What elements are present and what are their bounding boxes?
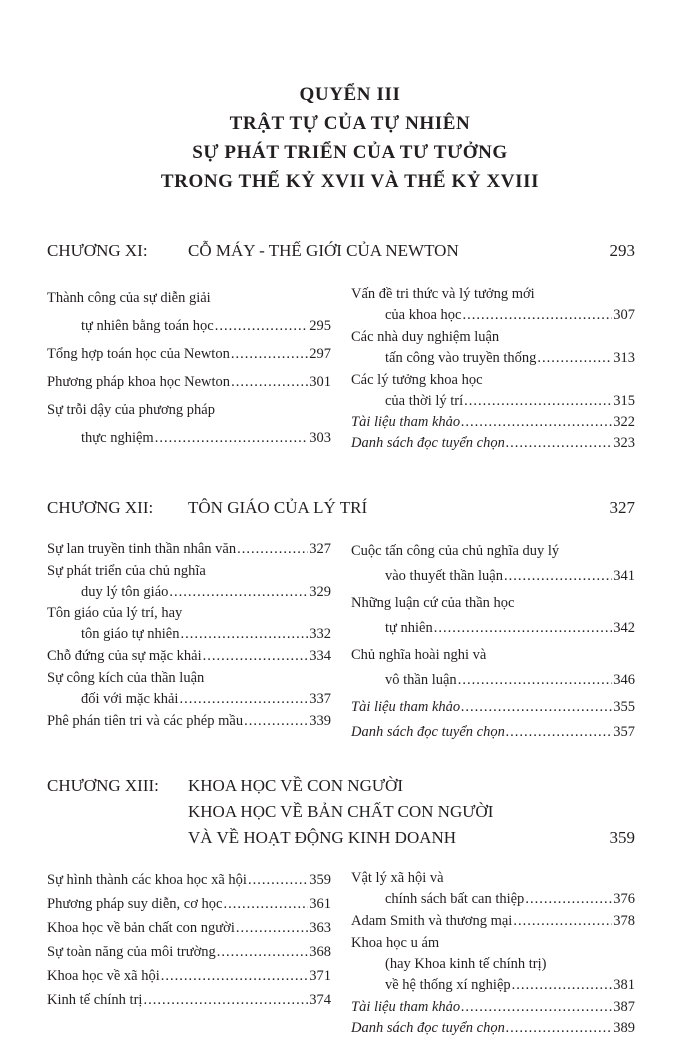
chapter-title-line: KHOA HỌC VỀ CON NGƯỜI — [188, 776, 403, 795]
toc-entry-page: 376 — [613, 891, 635, 907]
toc-entry-page: 355 — [613, 699, 635, 715]
chapter-heading — [47, 773, 635, 851]
toc-entry-line — [351, 975, 635, 996]
toc-entry-text: Sự hình thành các khoa học xã hội — [47, 872, 247, 888]
toc-entry-text: Chủ nghĩa hoài nghi và — [351, 647, 487, 663]
toc-entry-page: 346 — [613, 672, 635, 688]
dot-leader — [461, 412, 612, 433]
toc-entry — [47, 368, 331, 396]
toc-entry — [351, 695, 635, 720]
dot-leader — [463, 305, 613, 326]
dot-leader — [506, 720, 612, 745]
toc-entry-page: 342 — [613, 620, 635, 636]
toc-entry — [351, 284, 635, 326]
book-title-line-1: TRẬT TỰ CỦA TỰ NHIÊN — [229, 113, 471, 134]
toc-entry-text: Tài liệu tham khảo — [351, 699, 461, 715]
toc-entry-text: tự nhiên — [385, 620, 433, 636]
toc-entry-page: 339 — [309, 713, 331, 729]
toc-entry-line — [47, 340, 331, 368]
dot-leader — [143, 988, 308, 1012]
toc-entry-text: Kinh tế chính trị — [47, 992, 143, 1008]
dot-leader — [155, 424, 309, 452]
toc-entry-line — [47, 940, 331, 964]
toc-entry — [351, 720, 635, 745]
toc-entry — [351, 643, 635, 693]
toc-entry-line — [351, 668, 635, 693]
toc-entry — [351, 997, 635, 1018]
toc-entry — [47, 711, 331, 732]
toc-entry — [351, 539, 635, 589]
toc-entry-text: Vật lý xã hội và — [351, 870, 444, 886]
toc-entry-page: 297 — [309, 346, 331, 362]
toc-entry-text: Phê phán tiên tri và các phép mầu — [47, 713, 244, 729]
toc-entry-page: 361 — [309, 896, 331, 912]
toc-entry-text: Tài liệu tham khảo — [351, 414, 461, 430]
toc-entry-text: Sự phát triển của chủ nghĩa — [47, 563, 206, 579]
toc-entry-text: vào thuyết thần luận — [385, 568, 503, 584]
toc-entry-line — [351, 564, 635, 589]
toc-entry-page: 357 — [613, 724, 635, 740]
dot-leader — [236, 916, 308, 940]
toc-entry-text: Sự lan truyền tinh thần nhân văn — [47, 541, 237, 557]
toc-entry — [47, 284, 331, 340]
chapter-title-line: CỖ MÁY - THẾ GIỚI CỦA NEWTON — [188, 241, 459, 260]
dot-leader — [461, 997, 612, 1018]
toc-entry-text: Các lý tưởng khoa học — [351, 372, 483, 388]
toc-entry-text: của khoa học — [385, 307, 462, 323]
toc-entry-page: 389 — [613, 1020, 635, 1036]
toc-entry — [351, 412, 635, 433]
dot-leader — [512, 975, 613, 996]
toc-entry-text: của thời lý trí — [385, 393, 464, 409]
dot-leader — [244, 711, 308, 732]
dot-leader — [161, 964, 309, 988]
chapter-heading — [47, 238, 635, 264]
contents-left-column — [47, 539, 331, 732]
dot-leader — [434, 616, 613, 641]
toc-entry-text: Sự công kích của thần luận — [47, 670, 205, 686]
toc-entry-page: 334 — [309, 648, 331, 664]
chapter-heading — [47, 495, 635, 521]
toc-entry-text: Cuộc tấn công của chủ nghĩa duy lý — [351, 543, 560, 559]
book-header — [0, 80, 700, 196]
toc-entry-text: Tôn giáo của lý trí, hay — [47, 605, 183, 621]
toc-entry-line — [47, 424, 331, 452]
toc-entry-line — [351, 997, 635, 1018]
book-volume: QUYỂN III — [299, 84, 401, 105]
toc-entry — [47, 940, 331, 964]
dot-leader — [203, 646, 309, 667]
toc-entry-text: Khoa học u ám — [351, 935, 440, 951]
chapter-label: CHƯƠNG XII: — [47, 498, 154, 517]
toc-entry-page: 323 — [613, 435, 635, 451]
dot-leader — [231, 340, 308, 368]
toc-entry-text: Chỗ đứng của sự mặc khải — [47, 648, 202, 664]
chapter-label: CHƯƠNG XI: — [47, 241, 148, 260]
chapter-title — [188, 773, 493, 851]
toc-entry-text: chính sách bất can thiệp — [385, 891, 525, 907]
toc-entry — [47, 603, 331, 645]
chapter-title — [188, 238, 459, 264]
toc-entry — [47, 868, 331, 892]
toc-entry-text: Phương pháp khoa học Newton — [47, 374, 231, 390]
toc-entry-page: 329 — [309, 584, 331, 600]
toc-entry-line — [47, 312, 331, 340]
toc-entry-text: Tài liệu tham khảo — [351, 999, 461, 1015]
toc-entry-text: tấn công vào truyền thống — [385, 350, 537, 366]
toc-entry — [351, 591, 635, 641]
book-title-line-3: TRONG THẾ KỶ XVII VÀ THẾ KỶ XVIII — [160, 171, 540, 192]
toc-entry-text: Tổng hợp toán học của Newton — [47, 346, 230, 362]
toc-entry-line — [47, 539, 331, 560]
toc-entry-line — [351, 720, 635, 745]
dot-leader — [506, 1018, 612, 1039]
toc-entry-text: về hệ thống xí nghiệp — [385, 977, 511, 993]
contents-right-column — [351, 539, 635, 745]
toc-entry-line — [351, 695, 635, 720]
dot-leader — [237, 539, 308, 560]
toc-entry-page: 368 — [309, 944, 331, 960]
toc-entry-line — [47, 964, 331, 988]
dot-leader — [506, 433, 612, 454]
chapter-title — [188, 495, 367, 521]
toc-entry-line — [47, 646, 331, 667]
toc-entry-page: 374 — [309, 992, 331, 1008]
toc-entry — [47, 892, 331, 916]
toc-entry — [351, 868, 635, 910]
toc-entry-text: Adam Smith và thương mại — [351, 913, 513, 929]
toc-entry-line — [351, 433, 635, 454]
toc-entry — [47, 539, 331, 560]
dot-leader — [231, 368, 308, 396]
toc-entry-page: 337 — [309, 691, 331, 707]
contents-left-column — [47, 868, 331, 1012]
chapter-xiii — [47, 773, 635, 1036]
dot-leader — [458, 668, 613, 693]
dot-leader — [248, 868, 308, 892]
chapter-page: 327 — [609, 498, 635, 517]
toc-entry — [351, 370, 635, 412]
toc-entry-line — [351, 616, 635, 641]
toc-entry-line — [47, 582, 331, 603]
toc-entry-text: Danh sách đọc tuyển chọn — [351, 1020, 505, 1036]
toc-entry-page: 359 — [309, 872, 331, 888]
toc-entry — [47, 340, 331, 368]
toc-entry-text: tôn giáo tự nhiên — [81, 626, 180, 642]
chapter-title-line: TÔN GIÁO CỦA LÝ TRÍ — [188, 498, 368, 517]
toc-entry-text: đối với mặc khải — [81, 691, 179, 707]
contents-right-column — [351, 284, 635, 454]
dot-leader — [223, 892, 308, 916]
toc-entry-text: Danh sách đọc tuyển chọn — [351, 724, 505, 740]
toc-entry-text: (hay Khoa kinh tế chính trị) — [385, 956, 547, 972]
toc-entry-text: Các nhà duy nghiệm luận — [351, 329, 500, 345]
toc-entry-page: 303 — [309, 430, 331, 446]
chapter-xii — [47, 495, 635, 740]
toc-entry-text: thực nghiệm — [81, 430, 154, 446]
toc-entry-text: Khoa học về xã hội — [47, 968, 160, 984]
toc-entry-line — [351, 889, 635, 910]
toc-entry — [351, 1018, 635, 1039]
toc-entry — [47, 964, 331, 988]
toc-entry-line — [47, 624, 331, 645]
dot-leader — [537, 348, 612, 369]
contents-right-column — [351, 868, 635, 1039]
toc-entry — [47, 988, 331, 1012]
toc-entry — [47, 396, 331, 452]
toc-entry-page: 322 — [613, 414, 635, 430]
toc-entry — [47, 561, 331, 603]
toc-entry-line — [47, 892, 331, 916]
toc-entry-page: 371 — [309, 968, 331, 984]
toc-entry-text: tự nhiên bằng toán học — [81, 318, 214, 334]
chapter-title-line: KHOA HỌC VỀ BẢN CHẤT CON NGƯỜI — [188, 802, 494, 821]
toc-entry-page: 332 — [309, 626, 331, 642]
toc-entry-page: 295 — [309, 318, 331, 334]
toc-entry-line — [351, 348, 635, 369]
toc-entry-text: Khoa học về bản chất con người — [47, 920, 235, 936]
toc-entry-page: 387 — [613, 999, 635, 1015]
toc-entry-text: Sự trỗi dậy của phương pháp — [47, 402, 215, 418]
dot-leader — [461, 695, 612, 720]
toc-entry — [47, 646, 331, 667]
chapter-label: CHƯƠNG XIII: — [47, 776, 159, 795]
toc-entry-page: 327 — [309, 541, 331, 557]
toc-entry — [47, 916, 331, 940]
toc-entry-line — [47, 916, 331, 940]
dot-leader — [217, 940, 308, 964]
toc-entry — [351, 327, 635, 369]
toc-entry-line — [351, 305, 635, 326]
toc-entry-text: Những luận cứ của thần học — [351, 595, 515, 611]
toc-entry-page: 307 — [613, 307, 635, 323]
toc-entry — [351, 433, 635, 454]
toc-entry-text: Vấn đề tri thức và lý tưởng mới — [351, 286, 535, 302]
toc-entry-line — [351, 1018, 635, 1039]
chapter-page: 293 — [609, 241, 635, 260]
toc-entry-line — [351, 412, 635, 433]
book-title-line-2: SỰ PHÁT TRIỂN CỦA TƯ TƯỞNG — [192, 142, 508, 163]
toc-entry-line — [351, 911, 635, 932]
dot-leader — [464, 391, 612, 412]
chapter-page: 359 — [609, 828, 635, 847]
dot-leader — [179, 689, 308, 710]
toc-entry-page: 341 — [613, 568, 635, 584]
toc-entry-page: 301 — [309, 374, 331, 390]
toc-entry-text: duy lý tôn giáo — [81, 584, 169, 600]
dot-leader — [215, 312, 309, 340]
dot-leader — [504, 564, 612, 589]
toc-entry — [351, 933, 635, 996]
toc-entry-text: Danh sách đọc tuyển chọn — [351, 435, 505, 451]
toc-entry-line — [47, 689, 331, 710]
toc-entry-text: Sự toàn năng của môi trường — [47, 944, 216, 960]
toc-entry — [47, 668, 331, 710]
toc-entry-page: 363 — [309, 920, 331, 936]
toc-entry-line — [47, 368, 331, 396]
toc-entry-page: 378 — [613, 913, 635, 929]
toc-entry-text: Thành công của sự diễn giải — [47, 290, 211, 306]
contents-left-column — [47, 284, 331, 452]
dot-leader — [525, 889, 612, 910]
toc-entry-line — [47, 988, 331, 1012]
dot-leader — [180, 624, 308, 645]
toc-entry-page: 381 — [613, 977, 635, 993]
chapter-title-line: VÀ VỀ HOẠT ĐỘNG KINH DOANH — [188, 828, 457, 847]
toc-entry-line — [47, 711, 331, 732]
dot-leader — [169, 582, 308, 603]
toc-entry-page: 315 — [613, 393, 635, 409]
toc-entry-text: Phương pháp suy diễn, cơ học — [47, 896, 223, 912]
toc-entry-page: 313 — [613, 350, 635, 366]
toc-entry-line — [47, 868, 331, 892]
toc-entry-line — [351, 391, 635, 412]
toc-entry-text: vô thần luận — [385, 672, 457, 688]
chapter-xi — [47, 238, 635, 451]
toc-entry — [351, 911, 635, 932]
dot-leader — [513, 911, 612, 932]
